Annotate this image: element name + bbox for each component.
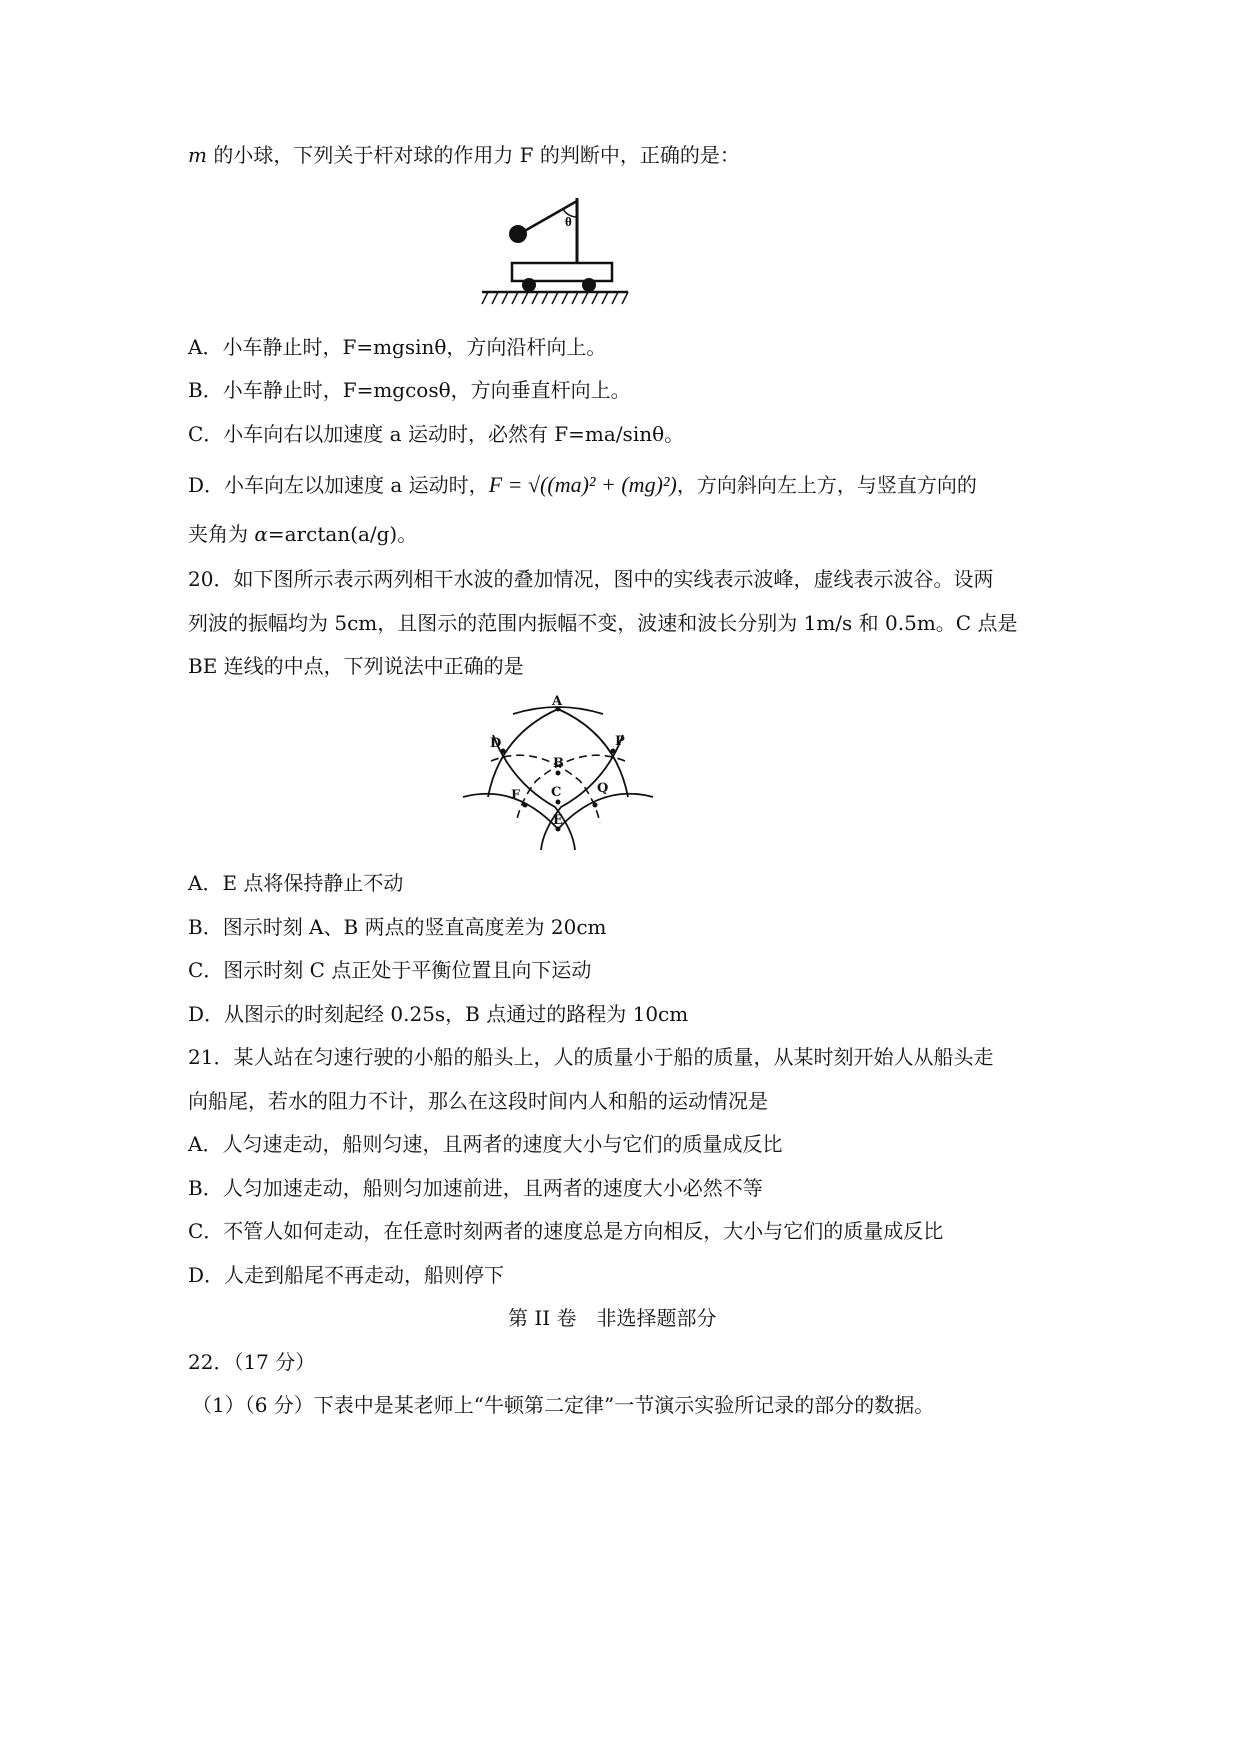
angle-label: θ	[565, 214, 572, 229]
q20-option-d: D．从图示的时刻起经 0.25s，B 点通过的路程为 10cm	[188, 1002, 689, 1026]
q22-part-1: （1）（6 分）下表中是某老师上“牛顿第二定律”一节演示实验所记录的部分的数据。	[192, 1393, 935, 1417]
angle-formula: =arctan(a/g)。	[267, 522, 418, 546]
q19-option-c: C．小车向右以加速度 a 运动时，必然有 F=ma/sinθ。	[188, 422, 685, 446]
q22-header: 22．（17 分）	[188, 1350, 316, 1374]
q20-stem-line-2: 列波的振幅均为 5cm，且图示的范围内振幅不变，波速和波长分别为 1m/s 和 0.5m。C 点是	[188, 611, 1018, 635]
q21-option-b: B．人匀加速走动，船则匀加速前进，且两者的速度大小必然不等	[188, 1176, 763, 1200]
q19-option-b: B．小车静止时，F=mgcosθ，方向垂直杆向上。	[188, 378, 631, 402]
label-d: D	[490, 736, 502, 751]
label-a: A	[552, 694, 563, 709]
q19-stem-text: 的小球，下列关于杆对球的作用力 F 的判断中，正确的是：	[206, 143, 740, 167]
label-e: E	[553, 813, 563, 828]
force-formula: F = √((ma)² + (mg)²)	[488, 472, 677, 497]
q21-stem-line-1: 21．某人站在匀速行驶的小船的船头上，人的质量小于船的质量，从某时刻开始人从船头走	[188, 1045, 994, 1069]
q19-option-d-suffix: ，方向斜向左上方，与竖直方向的	[676, 473, 977, 497]
q21-option-c: C．不管人如何走动，在任意时刻两者的速度总是方向相反，大小与它们的质量成反比	[188, 1219, 944, 1243]
q20-option-b: B．图示时刻 A、B 两点的竖直高度差为 20cm	[188, 915, 607, 939]
q19-option-d-continued	[188, 521, 417, 547]
cart-figure	[480, 195, 630, 310]
label-q: Q	[597, 781, 609, 796]
mass-variable: m	[188, 143, 207, 167]
label-f: F	[511, 788, 521, 803]
q19-option-a: A．小车静止时，F=mgsinθ，方向沿杆向上。	[188, 335, 607, 359]
label-p: P	[615, 734, 625, 749]
label-c: C	[551, 785, 562, 800]
q20-stem-line-1: 20．如下图所示表示两列相干水波的叠加情况，图中的实线表示波峰，虚线表示波谷。设两	[188, 567, 994, 591]
q19-option-d-prefix: D．小车向左以加速度 a 运动时，	[188, 473, 489, 497]
section-title: 第 II 卷 非选择题部分	[508, 1306, 717, 1330]
q20-option-a: A．E 点将保持静止不动	[188, 871, 404, 895]
wave-interference-figure	[455, 695, 660, 860]
alpha-variable: α	[254, 522, 268, 546]
q21-stem-line-2: 向船尾，若水的阻力不计，那么在这段时间内人和船的运动情况是	[188, 1089, 768, 1113]
q20-option-c: C．图示时刻 C 点正处于平衡位置且向下运动	[188, 958, 592, 982]
q19-stem	[188, 142, 740, 168]
label-b: B	[553, 756, 564, 771]
q19-option-d	[188, 472, 977, 498]
q20-stem-line-3: BE 连线的中点，下列说法中正确的是	[188, 654, 524, 678]
q21-option-d: D．人走到船尾不再走动，船则停下	[188, 1263, 505, 1287]
q21-option-a: A．人匀速走动，船则匀速，且两者的速度大小与它们的质量成反比	[188, 1132, 783, 1156]
angle-prefix: 夹角为	[188, 522, 255, 546]
